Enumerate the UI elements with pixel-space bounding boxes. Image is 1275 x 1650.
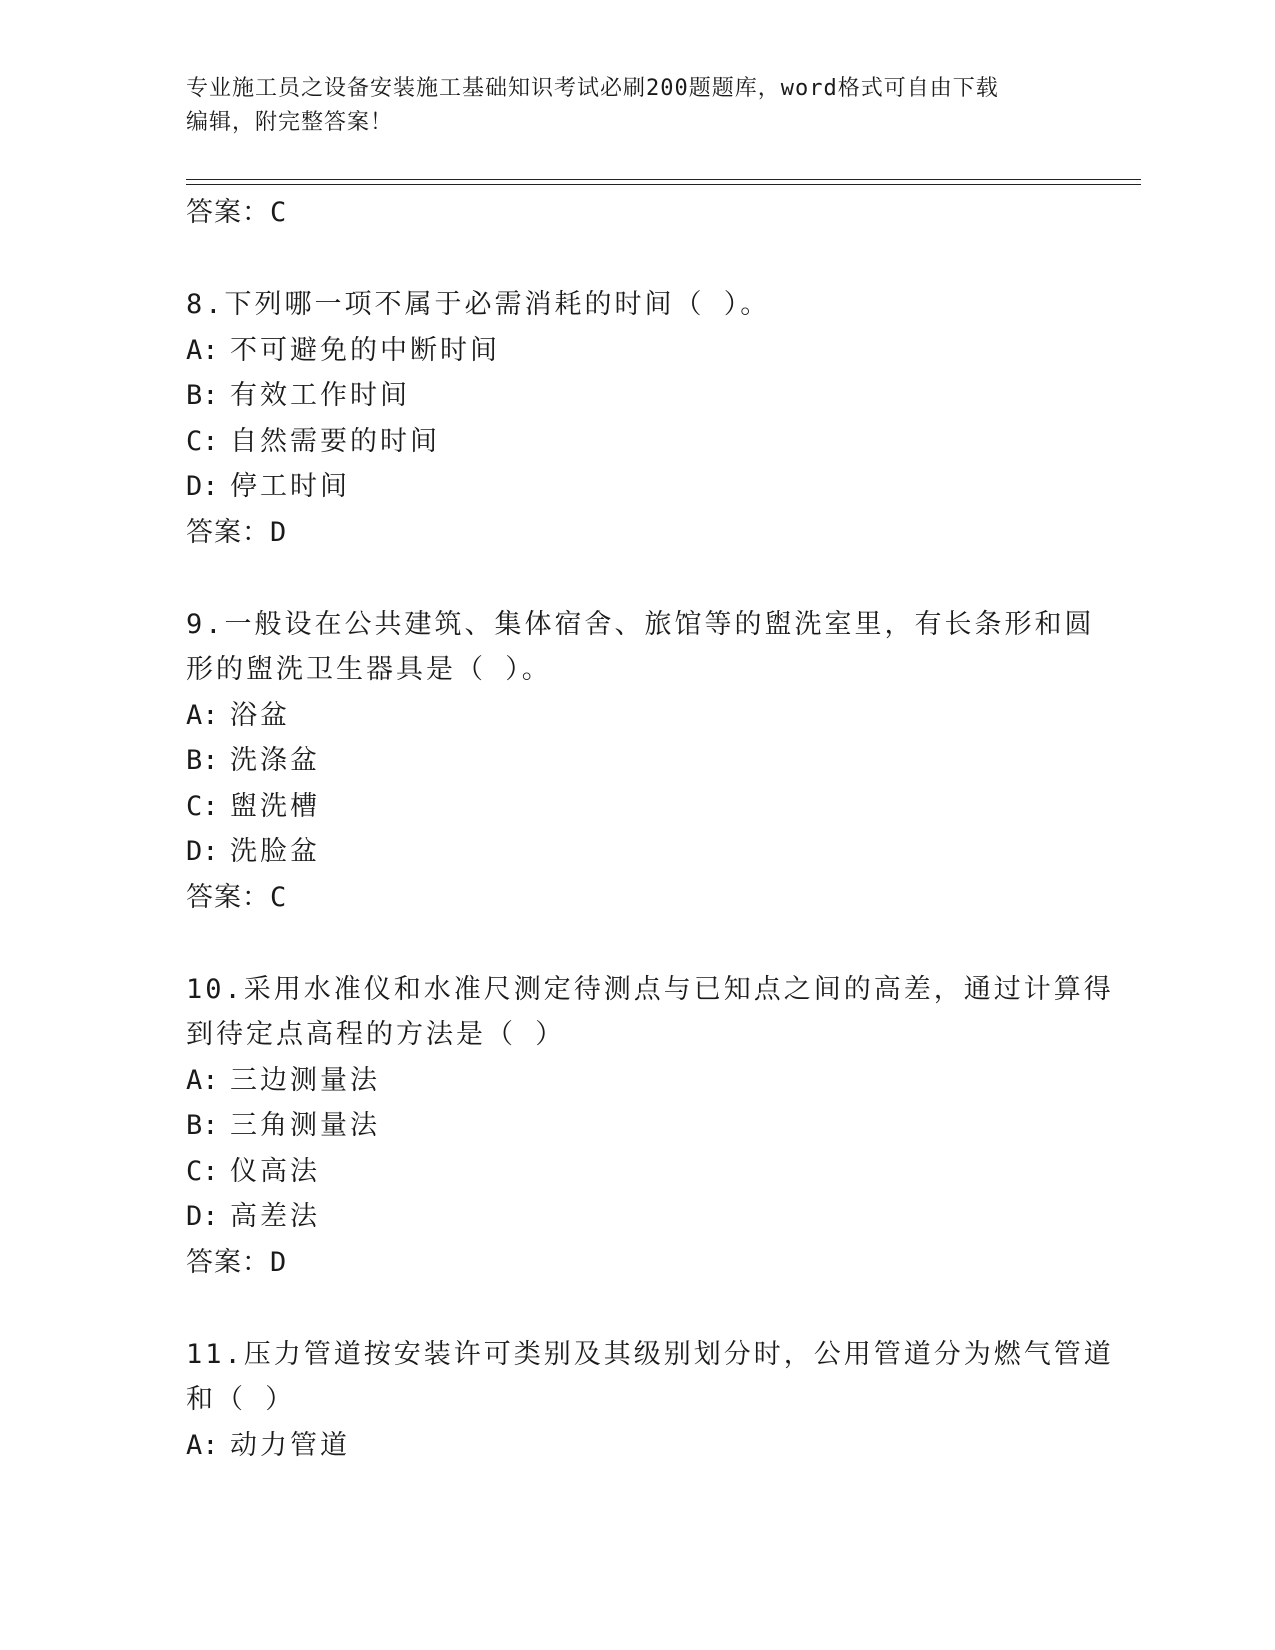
page-header [186,72,1086,140]
question-stem-continued: 和（ ） [186,1384,296,1415]
option-a [186,1058,1086,1104]
option-letter: D: [186,1201,219,1232]
option-text: 有效工作时间 [230,380,410,411]
option-letter: D: [186,471,219,502]
answer-label: 答案： [186,881,270,913]
question-block [186,967,1114,1286]
answer-value: D [270,1246,287,1278]
option-a [186,328,1086,374]
answer-value: D [270,516,287,548]
option-text: 三角测量法 [230,1110,380,1141]
option-text: 自然需要的时间 [230,425,440,457]
option-letter: C: [186,790,219,822]
option-text: 高差法 [230,1201,320,1232]
option-d [186,829,1086,875]
spacer [186,1286,1086,1332]
option-text: 停工时间 [230,471,350,502]
header-rule-bottom [186,184,1141,185]
header-rule-top [186,179,1141,180]
question-block [186,282,1086,556]
option-d [186,1194,1086,1240]
answer-line [186,190,1086,236]
question-stem: 11.压力管道按安装许可类别及其级别划分时，公用管道分为燃气管道 [186,1338,1114,1370]
option-c [186,419,1086,465]
option-letter: C: [186,425,219,457]
option-b [186,373,1086,419]
question-list [186,190,1114,1468]
answer-line [186,875,1086,921]
option-a [186,693,1086,739]
answer-label: 答案： [186,197,270,228]
option-text: 三边测量法 [230,1064,380,1096]
option-letter: A: [186,334,219,366]
option-text: 浴盆 [230,699,290,731]
option-b [186,1103,1086,1149]
option-text: 动力管道 [230,1429,350,1461]
answer-line [186,1240,1086,1286]
option-text: 仪高法 [230,1155,320,1187]
question-block [186,1332,1114,1469]
question-stem: 10.采用水准仪和水准尺测定待测点与已知点之间的高差，通过计算得 [186,973,1114,1005]
option-letter: B: [186,745,219,776]
option-letter: A: [186,1064,219,1096]
option-letter: B: [186,380,219,411]
header-line-1: 专业施工员之设备安装施工基础知识考试必刷200题题库，word格式可自由下载 [186,76,999,101]
option-a [186,1423,1086,1469]
option-b [186,738,1086,784]
option-letter: C: [186,1155,219,1187]
spacer [186,236,1086,282]
spacer [186,921,1086,967]
option-text: 洗涤盆 [230,745,320,776]
question-stem: 8.下列哪一项不属于必需消耗的时间（ ）。 [186,289,771,320]
answer-value: C [270,197,287,228]
option-c [186,784,1086,830]
question-stem-continued: 形的盥洗卫生器具是（ ）。 [186,654,552,685]
header-line-2: 编辑，附完整答案！ [186,110,394,135]
option-letter: D: [186,836,219,867]
spacer [186,556,1086,602]
answer-line [186,510,1086,556]
option-text: 不可避免的中断时间 [230,334,500,366]
option-text: 盥洗槽 [230,790,320,822]
option-letter: B: [186,1110,219,1141]
option-d [186,464,1086,510]
question-stem: 9.一般设在公共建筑、集体宿舍、旅馆等的盥洗室里，有长条形和圆 [186,608,1095,640]
option-letter: A: [186,699,219,731]
option-c [186,1149,1086,1195]
answer-label: 答案： [186,516,270,548]
answer-label: 答案： [186,1246,270,1278]
option-letter: A: [186,1429,219,1461]
question-stem-continued: 到待定点高程的方法是（ ） [186,1019,566,1050]
question-block [186,602,1095,921]
option-text: 洗脸盆 [230,836,320,867]
answer-value: C [270,881,287,913]
